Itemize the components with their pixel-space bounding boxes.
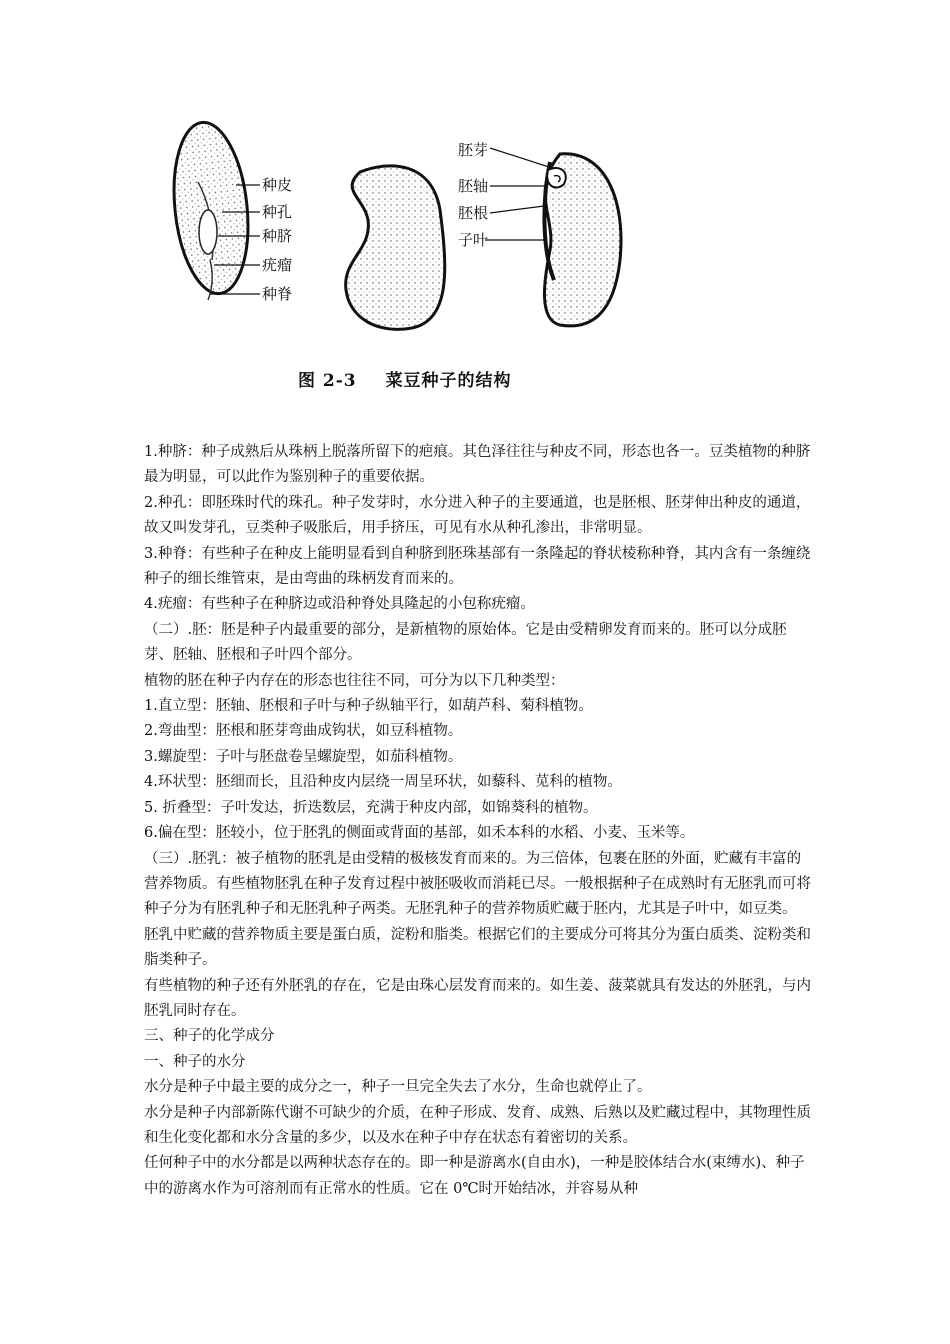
paragraph: 植物的胚在种子内存在的形态也往往不同，可分为以下几种类型： [144,672,565,689]
label-hilum: 种脐 [262,227,293,245]
paragraph: （二）.胚：胚是种子内最重要的部分，是新植物的原始体。它是由受精卵发育而来的。胚可以分成胚芽、胚轴、胚根和子叶四个部分。 [144,621,787,664]
label-strophiole: 疣瘤 [262,256,293,274]
paragraph: 任何种子中的水分都是以两种状态存在的。即一种是游离水(自由水)，一种是胶体结合水(束缚水)、种子中的游离水作为可溶剂而有正常水的性质。它在 0℃时开始结冰，并容易从种 [144,1155,805,1197]
paragraph: 水分是种子内部新陈代谢不可缺少的介质，在种子形成、发育、成熟、后熟以及贮藏过程中，其物理性质和生化变化都和水分含量的多少，以及水在种子中存在状态有着密切的关系。 [144,1104,811,1146]
paragraph: 5. 折叠型：子叶发达，折迭数层，充满于种皮内部，如锦葵科的植物。 [144,799,598,816]
label-raphe: 种脊 [262,285,293,303]
label-plumule: 胚芽 [458,141,489,159]
paragraph: 有些植物的种子还有外胚乳的存在，它是由珠心层发育而来的。如生姜、菠菜就具有发达的外胚乳，与内胚乳同时存在。 [144,977,811,1019]
caption-number: 图 2-3 [298,371,357,391]
paragraph: 2.种孔：即胚珠时代的珠孔。种子发芽时，水分进入种子的主要通道，也是胚根、胚芽伸出种皮的通道，故又叫发芽孔，豆类种子吸胀后，用手挤压，可见有水从种孔渗出，非常明显。 [144,494,811,537]
caption-title: 菜豆种子的结构 [385,371,512,391]
label-radicle: 胚根 [458,204,489,222]
label-seed-coat: 种皮 [262,176,293,194]
document-body [144,440,812,1202]
paragraph: 2.弯曲型：胚根和胚芽弯曲成钩状，如豆科植物。 [144,723,463,740]
paragraph: 6.偏在型：胚较小，位于胚乳的侧面或背面的基部，如禾本科的水稻、小麦、玉米等。 [144,825,695,842]
label-cotyledon: 子叶 [458,231,489,249]
section-heading: 三、种子的化学成分 [144,1028,275,1045]
paragraph: 4.环状型：胚细而长，且沿种皮内层绕一周呈环状，如藜科、苋科的植物。 [144,774,622,791]
label-hypocotyl: 胚轴 [458,177,489,195]
cotyledon-view [346,166,445,330]
paragraph: 胚乳中贮藏的营养物质主要是蛋白质，淀粉和脂类。根据它们的主要成分可将其分为蛋白质类、淀粉类和脂类种子。 [144,926,811,969]
embryo-view [485,148,621,326]
paragraph: 1.直立型：胚轴、胚根和子叶与种子纵轴平行，如葫芦科、菊科植物。 [144,698,593,715]
paragraph: 水分是种子中最主要的成分之一，种子一旦完全失去了水分，生命也就停止了。 [144,1079,652,1096]
seed-external-view [166,120,260,300]
label-micropyle: 种孔 [262,203,293,221]
paragraph: 1.种脐：种子成熟后从珠柄上脱落所留下的疤痕。其色泽往往与种皮不同，形态也各一。豆类植物的种脐最为明显，可以此作为鉴别种子的重要依据。 [144,444,811,486]
figure-caption [298,366,512,391]
paragraph: 3.种脊：有些种子在种皮上能明显看到自种脐到胚珠基部有一条隆起的脊状棱称种脊，其内含有一条缠绕种子的细长维管束，是由弯曲的珠柄发育而来的。 [144,545,811,588]
paragraph: （三）.胚乳：被子植物的胚乳是由受精的极核发育而来的。为三倍体，包裹在胚的外面，贮藏有丰富的营养物质。有些植物胚乳在种子发育过程中被胚吸收而消耗已尽。一般根据种子在成熟时有无胚乳而可将种子分为有胚乳种子和无胚乳种子两类。无胚乳种子的营养物质贮藏于胚内，尤其是子叶中，如豆类。 [144,850,811,918]
paragraph: 3.螺旋型：子叶与胚盘卷呈螺旋型，如茄科植物。 [144,748,463,765]
paragraph: 4.疣瘤：有些种子在种脐边或沿种脊处具隆起的小包称疣瘤。 [144,596,535,613]
section-heading: 一、种子的水分 [144,1053,246,1070]
